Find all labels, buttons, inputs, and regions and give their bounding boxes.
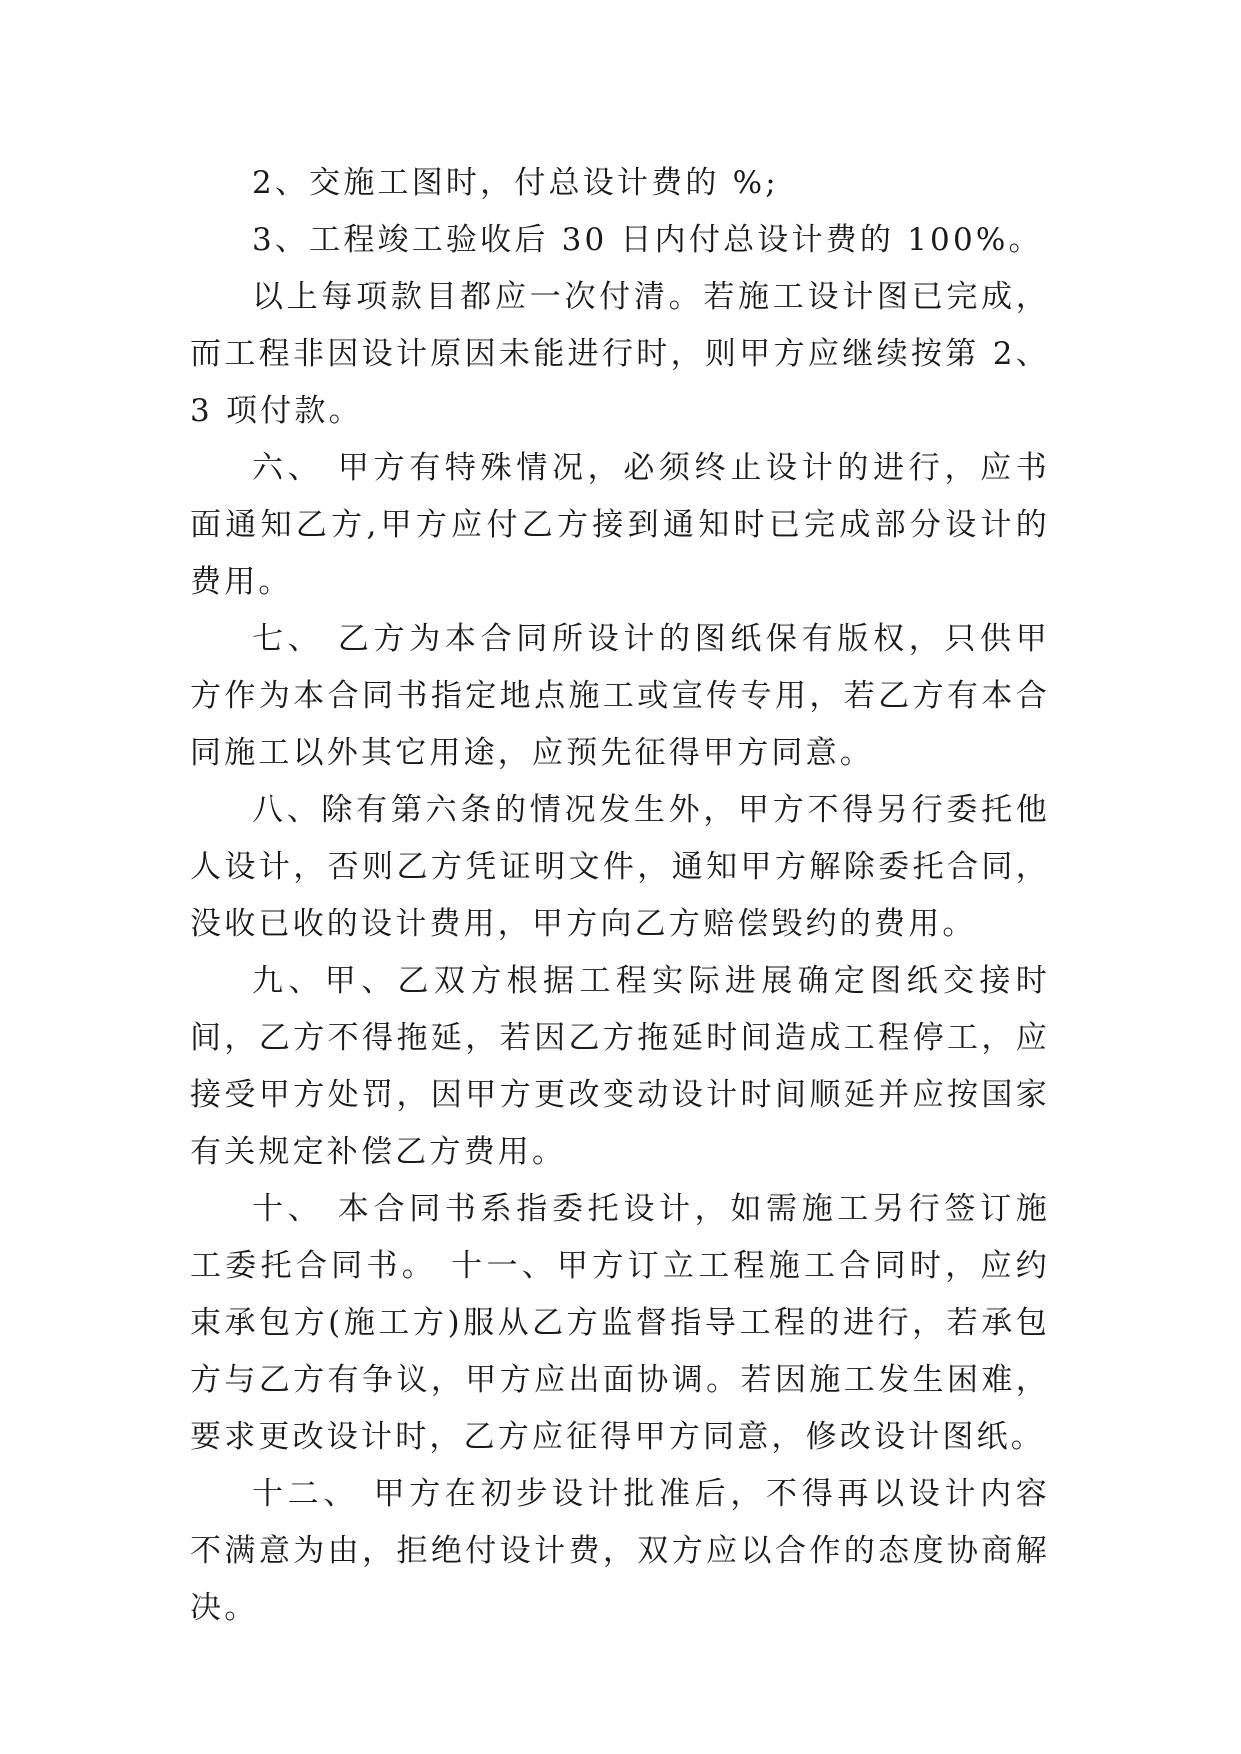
paragraph-clause-8: 八、除有第六条的情况发生外，甲方不得另行委托他人设计，否则乙方凭证明文件，通知甲方解除委托合同，没收已收的设计费用，甲方向乙方赔偿毁约的费用。 — [190, 792, 1050, 942]
document-body — [190, 155, 1050, 1637]
paragraph-clause-7: 七、 乙方为本合同所设计的图纸保有版权，只供甲方作为本合同书指定地点施工或宣传专用，若乙方有本合同施工以外其它用途，应预先征得甲方同意。 — [190, 621, 1050, 771]
paragraph-payment-item-2: 2、交施工图时，付总设计费的 %; — [252, 165, 779, 201]
paragraph-clause-9: 九、甲、乙双方根据工程实际进展确定图纸交接时间，乙方不得拖延，若因乙方拖延时间造成工程停工，应接受甲方处罚，因甲方更改变动设计时间顺延并应按国家有关规定补偿乙方费用。 — [190, 963, 1050, 1170]
paragraph-clause-10-11: 十、 本合同书系指委托设计，如需施工另行签订施工委托合同书。 十一、甲方订立工程施工合同时，应约束承包方(施工方)服从乙方监督指导工程的进行，若承包方与乙方有争议，甲方应出面协调。若因施工发生困难，要求更改设计时，乙方应征得甲方同意，修改设计图纸。 — [190, 1191, 1050, 1455]
paragraph-clause-6: 六、 甲方有特殊情况，必须终止设计的进行，应书面通知乙方,甲方应付乙方接到通知时已完成部分设计的费用。 — [190, 450, 1050, 600]
paragraph-clause-12: 十二、 甲方在初步设计批准后，不得再以设计内容不满意为由，拒绝付设计费，双方应以合作的态度协商解决。 — [190, 1476, 1050, 1626]
paragraph-payment-item-3: 3、工程竣工验收后 30 日内付总设计费的 100%。 — [252, 222, 1043, 258]
paragraph-payment-note: 以上每项款目都应一次付清。若施工设计图已完成，而工程非因设计原因未能进行时，则甲方应继续按第 2、3 项付款。 — [190, 279, 1050, 429]
